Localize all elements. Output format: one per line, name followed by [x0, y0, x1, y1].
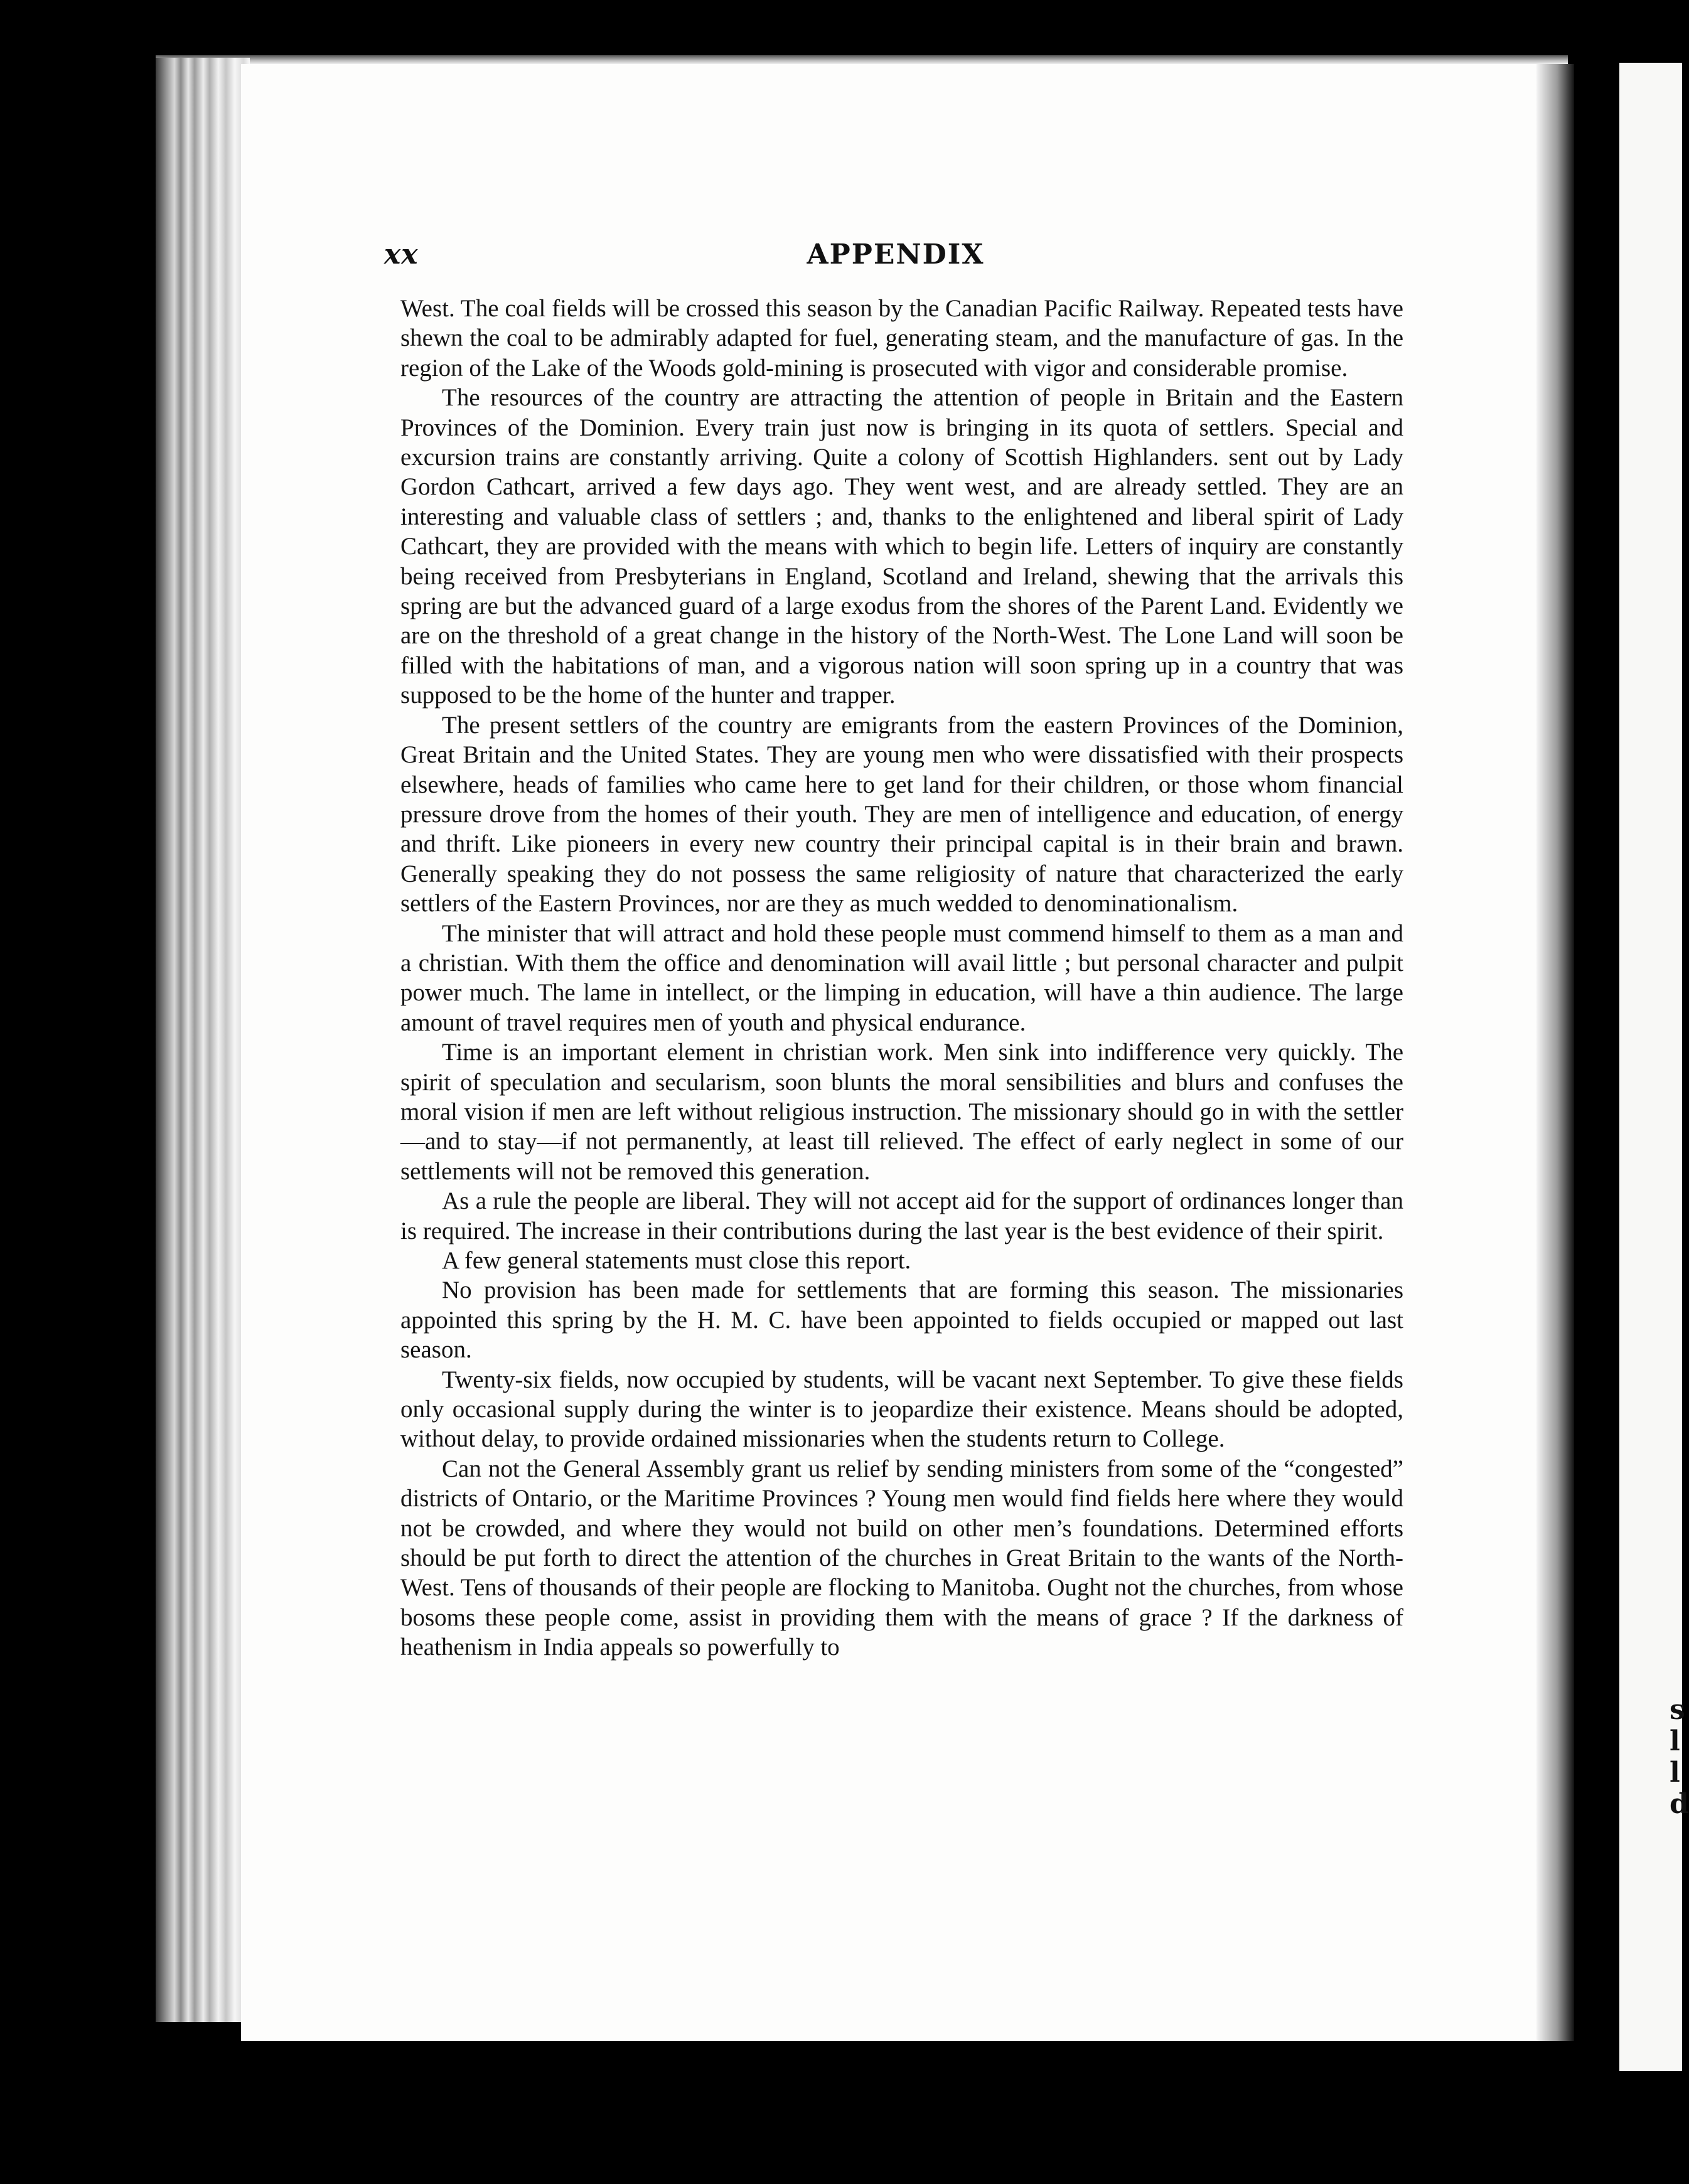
running-head [384, 238, 1407, 276]
paragraph: A few general statements must close this report. [442, 1247, 911, 1274]
paragraph: Twenty-six fields, now occupied by students, will be vacant next September. To give these fields only occasional supply during the winter is to jeopardize their existence. Means should be adopted, without delay, to provide ordained missionaries when the students return to College. [400, 1366, 1403, 1453]
paragraph: The present settlers of the country are emigrants from the eastern Provinces of the Dominion, Great Britain and the United States. They are young men who were dissatisfied with their prospects elsewhere, heads of families who came here to get land for their children, or those whom financial pressure drove from the homes of their youth. They are men of intelligence and education, of energy and thrift. Like pioneers in every new country their principal capital is in their brain and brawn. Generally speaking they do not possess the same religiosity of nature that characterized the early settlers of the Eastern Provinces, nor are they as much wedded to denominationalism. [400, 711, 1403, 918]
paragraph: As a rule the people are liberal. They will not accept aid for the support of ordinances longer than is required. The increase in their contributions during the last year is the best evidence of their spirit. [400, 1187, 1403, 1245]
facing-page-text-fragment [1670, 1694, 1689, 1820]
paragraph: Can not the General Assembly grant us relief by sending ministers from some of the “congested” districts of Ontario, or the Maritime Provinces ? Young men would find fields here where they would not be crowded, and where they would not build on other men’s foundations. Determined efforts should be put forth to direct the attention of the churches in Great Britain to the wants of the North-West. Tens of thousands of their people are flocking to Manitoba. Ought not the churches, from whose bosoms these people come, assist in providing them with the means of grace ? If the darkness of heathenism in India appeals so powerfully to [400, 1455, 1403, 1661]
paragraph: Time is an important element in christian work. Men sink into indifference very quickly. The spirit of speculation and secularism, soon blunts the moral sensibilities and blurs and confuses the moral vision if men are left without religious instruction. The missionary should go in with the settler—and to stay—if not permanently, at least till relieved. The effect of early neglect in some of our settlements will not be removed this generation. [400, 1039, 1403, 1185]
book-top-edge [156, 55, 1568, 64]
facing-page-letter: d [1670, 1788, 1689, 1820]
facing-page-letter: l [1670, 1757, 1680, 1789]
body-text [400, 294, 1403, 1662]
page-number: xx [384, 238, 419, 270]
page-title: APPENDIX [807, 238, 985, 270]
paragraph: The minister that will attract and hold these people must commend himself to them as a man and a christian. With them the office and denomination will avail little ; but personal character and pulpit power much. The lame in intellect, or the limping in education, will have a thin audience. The large amount of travel requires men of youth and physical endurance. [400, 919, 1403, 1036]
facing-page-letter: s [1670, 1694, 1685, 1726]
page-gutter-shadow [1536, 64, 1574, 2041]
paragraph: West. The coal fields will be crossed this season by the Canadian Pacific Railway. Repeated tests have shewn the coal to be admirably adapted for fuel, generating steam, and the manufacture of gas. In the region of the Lake of the Woods gold-mining is prosecuted with vigor and considerable promise. [400, 295, 1403, 382]
paragraph: The resources of the country are attracting the attention of people in Britain and the Eastern Provinces of the Dominion. Every train just now is bringing in its quota of settlers. Special and excursion trains are constantly arriving. Quite a colony of Scottish Highlanders. sent out by Lady Gordon Cathcart, arrived a few days ago. They went west, and are already settled. They are an interesting and valuable class of settlers ; and, thanks to the enlightened and liberal spirit of Lady Cathcart, they are provided with the means with which to begin life. Letters of inquiry are constantly being received from Presbyterians in England, Scotland and Ireland, shewing that the arrivals this spring are but the advanced guard of a large exodus from the shores of the Parent Land. Evidently we are on the threshold of a great change in the history of the North-West. The Lone Land will soon be filled with the habitations of man, and a vigorous nation will soon spring up in a country that was supposed to be the home of the hunter and trapper. [400, 384, 1403, 709]
facing-page-letter: l [1670, 1725, 1680, 1757]
book-page-edges [156, 58, 250, 2022]
paragraph: No provision has been made for settlements that are forming this season. The missionaries appointed this spring by the H. M. C. have been appointed to fields occupied or mapped out last season. [400, 1277, 1403, 1364]
